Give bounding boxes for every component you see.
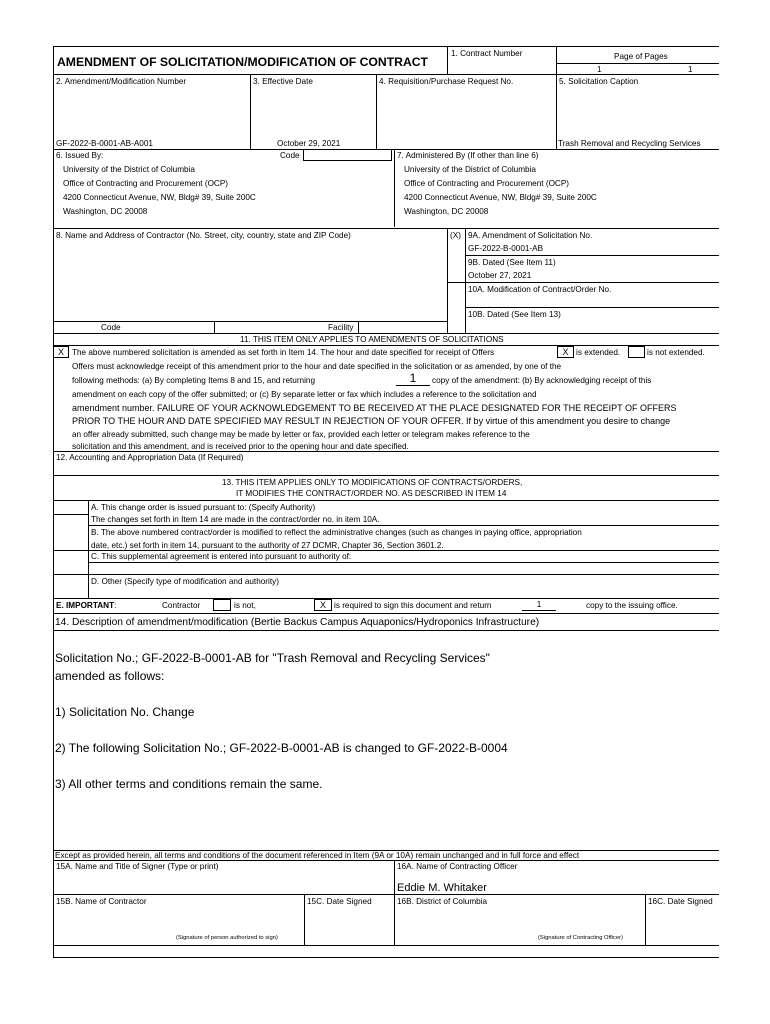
important-label: E. IMPORTANT: xyxy=(56,601,117,610)
item-13-heading: 13. THIS ITEM APPLIES ONLY TO MODIFICATIONS OF CONTRACTS/ORDERS, xyxy=(222,478,523,487)
item-11-line: amendment number. FAILURE OF YOUR ACKNOWLEDGEMENT TO BE RECEIVED AT THE PLACE DESIGNATED FOR THE RECEIPT OF OFFERS xyxy=(72,403,677,413)
issued-by-code-label: Code xyxy=(280,151,300,160)
issued-by-label: 6. Issued By: xyxy=(56,151,104,160)
item-9a-label: 9A. Amendment of Solicitation No. xyxy=(468,231,593,240)
requisition-number-label: 4. Requisition/Purchase Request No. xyxy=(379,77,514,86)
district-label: 16B. District of Columbia xyxy=(397,897,488,906)
description-line: 2) The following Solicitation No.; GF-2022-B-0001-AB is changed to GF-2022-B-0004 xyxy=(55,741,508,755)
item-11-line: copy of the amendment: (b) By acknowledging receipt of this xyxy=(432,376,652,385)
item-14-label: 14. Description of amendment/modification (Bertie Backus Campus Aquaponics/Hydroponics Infrastructure) xyxy=(55,617,540,628)
item-13-heading: IT MODIFIES THE CONTRACT/ORDER NO. AS DESCRIBED IN ITEM 14 xyxy=(236,489,507,498)
total-pages: 1 xyxy=(688,65,693,74)
issued-by-line: University of the District of Columbia xyxy=(63,165,195,174)
not-extended-checkbox[interactable] xyxy=(628,346,645,358)
issued-by-line: Office of Contracting and Procurement (OCP) xyxy=(63,179,229,188)
item-10b-label: 10B. Dated (See Item 13) xyxy=(468,310,561,319)
extended-checkbox[interactable]: X xyxy=(557,346,574,358)
is-not-label: is not, xyxy=(234,601,256,610)
item-13a-label: A. This change order is issued pursuant to: (Specify Authority) xyxy=(91,503,316,512)
administered-by-line: Office of Contracting and Procurement (OCP) xyxy=(404,179,570,188)
item-11-line: following methods: (a) By completing Items 8 and 15, and returning xyxy=(72,376,316,385)
contract-number-label: 1. Contract Number xyxy=(451,49,523,58)
contracting-officer-name: Eddie M. Whitaker xyxy=(397,882,487,894)
solicitation-caption-label: 5. Solicitation Caption xyxy=(559,77,639,86)
contracting-officer-label: 16A. Name of Contracting Officer xyxy=(397,862,518,871)
return-copies-field[interactable]: 1 xyxy=(522,599,556,611)
form-title: AMENDMENT OF SOLICITATION/MODIFICATION OF CONTRACT xyxy=(57,55,429,69)
description-line: 1) Solicitation No. Change xyxy=(55,705,195,719)
item-12-label: 12. Accounting and Appropriation Data (If Required) xyxy=(56,453,244,462)
description-line: 3) All other terms and conditions remain the same. xyxy=(55,777,323,791)
item-11-line: Offers must acknowledge receipt of this amendment prior to the hour and date specified in the solicitation or as amended, by one of the xyxy=(72,362,562,371)
effective-date-label: 3. Effective Date xyxy=(253,77,313,86)
item-9b-value: October 27, 2021 xyxy=(468,271,532,280)
issued-by-code-field[interactable] xyxy=(303,149,392,161)
item-11-line: an offer already submitted, such change may be made by letter or fax, provided each letter or telegram makes reference to the xyxy=(72,430,530,439)
facility-label: Facility xyxy=(328,323,354,332)
contractor-address-label: 8. Name and Address of Contractor (No. Street, city, country, state and ZIP Code) xyxy=(56,231,351,240)
administered-by-line: Washington, DC 20008 xyxy=(404,207,489,216)
item-13b-text: date, etc.) set forth in item 14, pursuant to the authority of 27 DCMR, Chapter 36, Section 3601.2. xyxy=(91,541,444,550)
except-text: Except as provided herein, all terms and conditions of the document referenced in Item (9A or 10A) remain unchanged and in full force and effect xyxy=(55,851,580,860)
extended-label: is extended. xyxy=(576,348,621,357)
item-9b-label: 9B. Dated (See Item 11) xyxy=(468,258,556,267)
signer-name-label: 15A. Name and Title of Signer (Type or print) xyxy=(56,862,219,871)
return-copies-label: copy to the issuing office. xyxy=(586,601,678,610)
contractor-name-label: 15B. Name of Contractor xyxy=(56,897,147,906)
amendment-number-label: 2. Amendment/Modification Number xyxy=(56,77,187,86)
item-13d-label: D. Other (Specify type of modification and authority) xyxy=(91,577,279,586)
not-extended-label: is not extended. xyxy=(647,348,705,357)
item-11-line: solicitation and this amendment, and is received prior to the opening hour and date specified. xyxy=(72,442,409,451)
issued-by-line: 4200 Connecticut Avenue, NW, Bldg# 39, Suite 200C xyxy=(63,193,256,202)
effective-date-value: October 29, 2021 xyxy=(277,139,341,148)
item-13c-label: C. This supplemental agreement is entered into pursuant to authority of: xyxy=(91,552,352,561)
is-not-checkbox[interactable] xyxy=(213,599,231,611)
item-11-line: The above numbered solicitation is amended as set forth in Item 14. The hour and date specified for receipt of Offers xyxy=(72,348,495,357)
item-13b-label: B. The above numbered contract/order is modified to reflect the administrative changes (such as changes in paying office, appropriation xyxy=(91,528,582,537)
solicitation-caption-value: Trash Removal and Recycling Services xyxy=(558,139,701,148)
administered-by-line: University of the District of Columbia xyxy=(404,165,536,174)
contractor-signature-line[interactable]: (Signature of person authorized to sign) xyxy=(176,935,278,941)
x-column-label: (X) xyxy=(450,231,461,240)
issued-by-line: Washington, DC 20008 xyxy=(63,207,148,216)
is-required-checkbox[interactable]: X xyxy=(314,599,332,611)
amendment-number-value: GF-2022-B-0001-AB-A001 xyxy=(56,139,153,148)
copies-count-field[interactable]: 1 xyxy=(396,372,430,386)
is-required-label: is required to sign this document and return xyxy=(334,601,492,610)
administered-by-label: 7. Administered By (If other than line 6) xyxy=(397,151,539,160)
item-11-heading: 11. THIS ITEM ONLY APPLIES TO AMENDMENTS OF SOLICITATIONS xyxy=(240,335,504,344)
item-11-line: amendment on each copy of the offer submitted; or (c) By separate letter or fax which includes a reference to the solicitation and xyxy=(72,390,537,399)
administered-by-line: 4200 Connecticut Avenue, NW, Bldg# 39, Suite 200C xyxy=(404,193,597,202)
officer-date-signed-label: 16C. Date Signed xyxy=(648,897,713,906)
contractor-code-label: Code xyxy=(101,323,121,332)
item-11-checkbox[interactable]: X xyxy=(53,346,69,358)
officer-signature-line[interactable]: (Signature of Contracting Officer) xyxy=(538,935,623,941)
description-line: amended as follows: xyxy=(55,669,165,683)
item-10a-label: 10A. Modification of Contract/Order No. xyxy=(468,285,612,294)
page-number: 1 xyxy=(597,65,602,74)
contractor-label: Contractor xyxy=(162,601,201,610)
description-line: Solicitation No.; GF-2022-B-0001-AB for "Trash Removal and Recycling Services" xyxy=(55,651,490,665)
contractor-date-signed-label: 15C. Date Signed xyxy=(307,897,372,906)
item-13a-text: The changes set forth in Item 14 are made in the contract/order no. in item 10A. xyxy=(91,515,380,524)
page-of-pages-label: Page of Pages xyxy=(614,52,668,61)
item-9a-value: GF-2022-B-0001-AB xyxy=(468,244,544,253)
item-11-line: PRIOR TO THE HOUR AND DATE SPECIFIED MAY RESULT IN REJECTION OF YOUR OFFER. If by virtue of this amendment you desire to change xyxy=(72,416,671,426)
